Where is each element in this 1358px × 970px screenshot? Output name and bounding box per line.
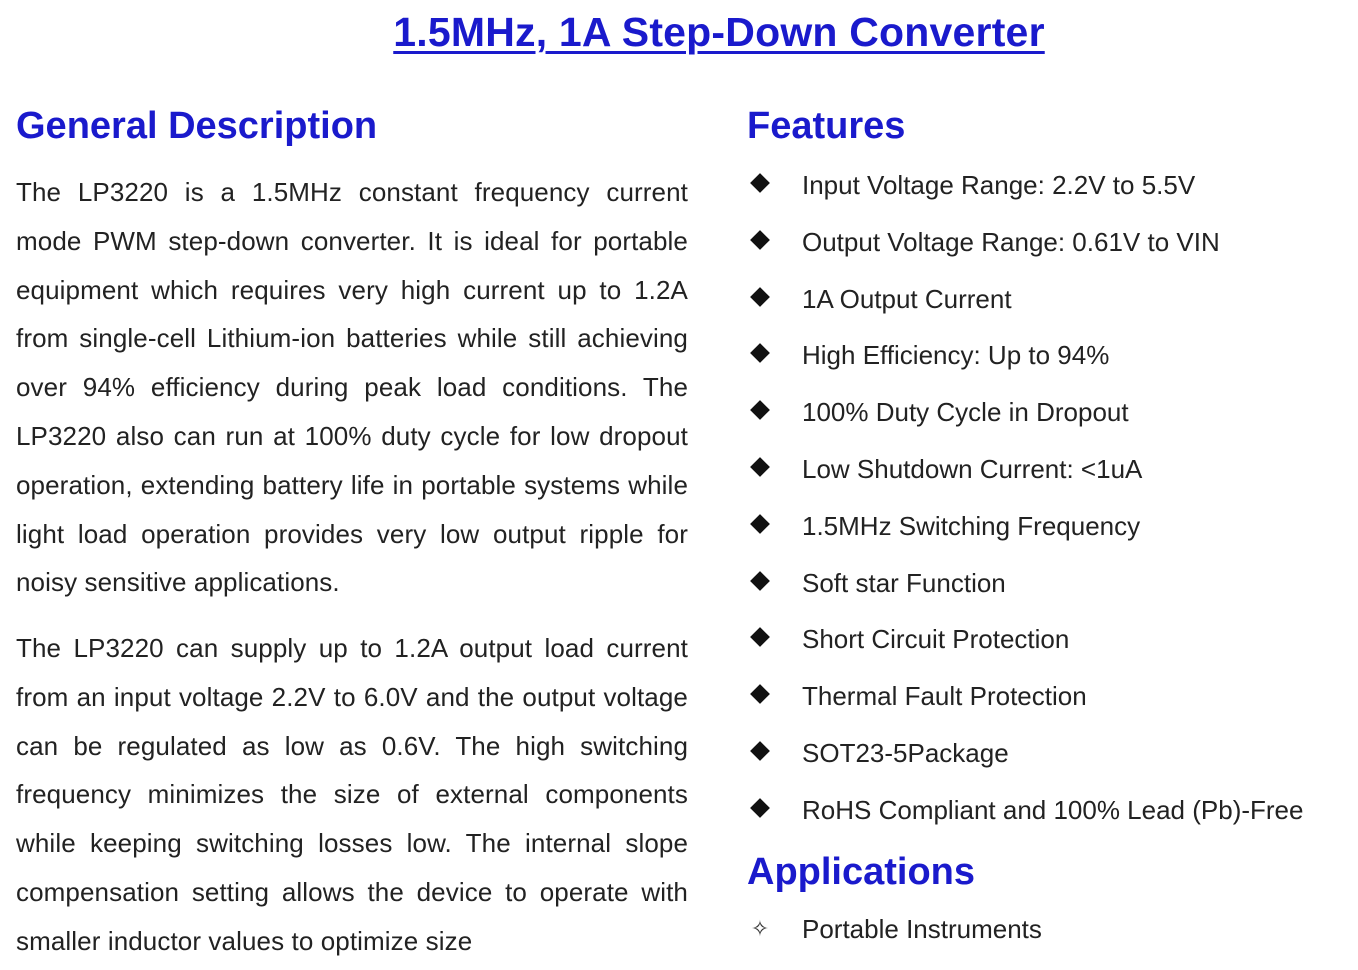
diamond-bullet-icon — [750, 741, 770, 761]
feature-text: RoHS Compliant and 100% Lead (Pb)-Free — [802, 794, 1304, 825]
feature-text: Soft star Function — [802, 567, 1006, 598]
feature-text: 1.5MHz Switching Frequency — [802, 510, 1141, 541]
diamond-bullet-icon — [750, 173, 770, 193]
feature-text: Thermal Fault Protection — [802, 681, 1087, 712]
general-description-heading: General Description — [16, 105, 378, 147]
feature-text: Low Shutdown Current: <1uA — [802, 453, 1143, 484]
diamond-bullet-icon — [750, 287, 770, 307]
feature-text: Input Voltage Range: 2.2V to 5.5V — [802, 170, 1196, 200]
diamond-bullet-icon — [750, 798, 770, 818]
applications-heading: Applications — [747, 851, 976, 893]
feature-text: Short Circuit Protection — [802, 624, 1070, 655]
application-text: Portable Instruments — [802, 914, 1042, 944]
diamond-bullet-icon — [750, 457, 770, 477]
diamond-bullet-icon — [750, 571, 770, 591]
diamond-bullet-icon — [750, 230, 770, 250]
diamond-bullet-icon — [750, 627, 770, 647]
diamond-bullet-icon — [750, 400, 770, 420]
document-title-text: 1.5MHz, 1A Step-Down Converter — [393, 9, 1045, 55]
four-point-star-icon: ✧ — [750, 916, 770, 941]
diamond-bullet-icon — [750, 684, 770, 704]
diamond-bullet-icon — [750, 514, 770, 534]
feature-text: SOT23-5Package — [802, 737, 1009, 768]
feature-text: Output Voltage Range: 0.61V to VIN — [802, 226, 1220, 257]
description-paragraph-2: The LP3220 can supply up to 1.2A output load current from an input voltage 2.2V to 6.0V and the output voltage can be regulated as low as 0.6V. The high switching frequency minimizes the size of external components while keeping switching losses low. The internal slope compensation setting allows the device to operate with smaller inductor values to optimize size — [16, 633, 688, 956]
diamond-bullet-icon — [750, 343, 770, 363]
document-title — [0, 8, 1358, 56]
feature-text: 1A Output Current — [802, 283, 1012, 314]
feature-text: High Efficiency: Up to 94% — [802, 340, 1110, 371]
feature-text: 100% Duty Cycle in Dropout — [802, 397, 1129, 428]
description-paragraph-1: The LP3220 is a 1.5MHz constant frequency current mode PWM step-down converter. It is ideal for portable equipment which requires very high current up to 1.2A from single-cell Lithium-ion batteries while still achieving over 94% efficiency during peak load conditions. The LP3220 also can run at 100% duty cycle for low dropout operation, extending battery life in portable systems while light load operation provides very low output ripple for noisy sensitive applications. — [16, 177, 688, 598]
features-heading: Features — [747, 105, 906, 147]
